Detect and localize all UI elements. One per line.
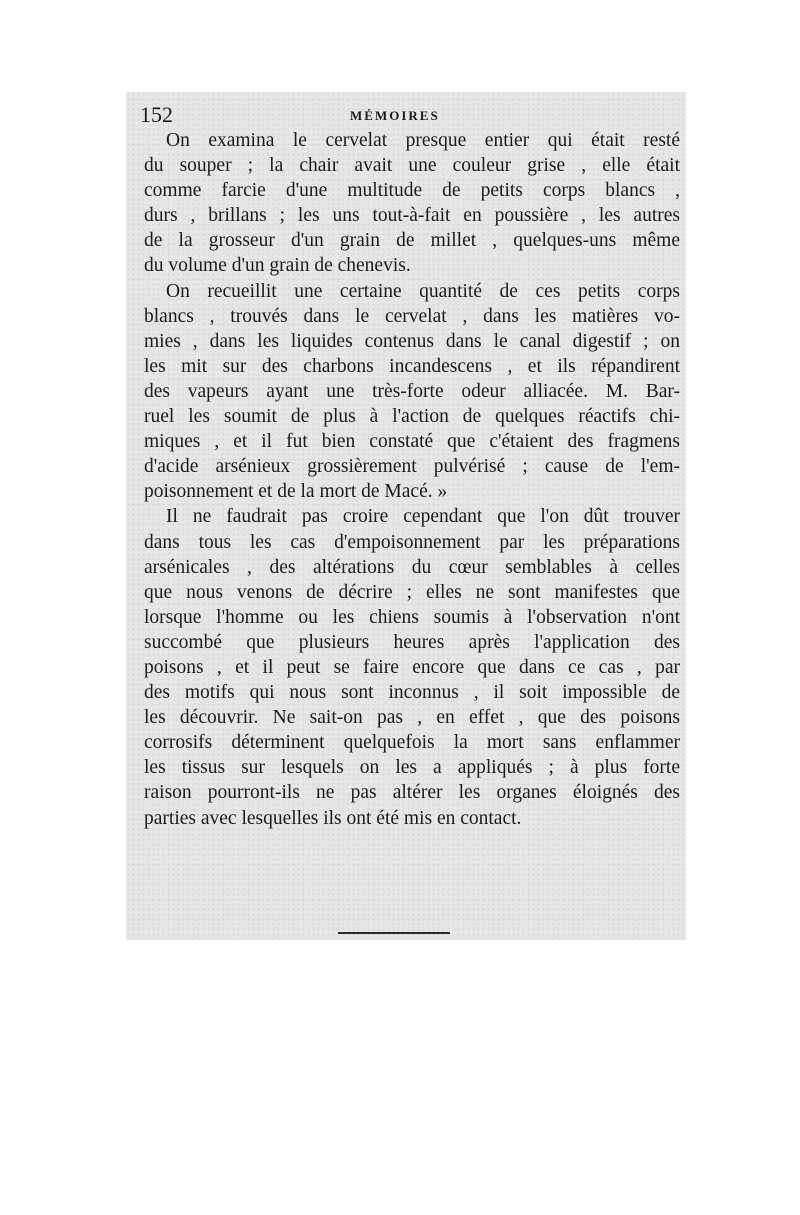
paragraph — [144, 504, 680, 830]
text-line: succombé que plusieurs heures après l'application des — [144, 631, 680, 653]
text-line: ruel les soumit de plus à l'action de quelques réactifs chi- — [144, 406, 680, 428]
text-line: parties avec lesquelles ils ont été mis en contact. — [144, 807, 522, 829]
text-line: d'acide arsénieux grossièrement pulvérisé ; cause de l'em- — [144, 456, 680, 478]
text-line: des motifs qui nous sont inconnus , il soit impossible de — [144, 682, 680, 704]
text-line: raison pourront-ils ne pas altérer les organes éloignés des — [144, 782, 680, 804]
page-header — [140, 100, 680, 130]
text-line: Il ne faudrait pas croire cependant que l'on dût trouver — [166, 506, 680, 528]
text-line: comme farcie d'une multitude de petits corps blancs , — [144, 180, 680, 202]
text-line: dans tous les cas d'empoisonnement par les préparations — [144, 531, 680, 553]
text-line: durs , brillans ; les uns tout-à-fait en poussière , les autres — [144, 205, 680, 227]
text-line: poisonnement et de la mort de Macé. » — [144, 481, 448, 503]
text-line: du volume d'un grain de chenevis. — [144, 255, 411, 277]
text-line: les tissus sur lesquels on les a appliqués ; à plus forte — [144, 757, 680, 779]
paragraph — [144, 128, 680, 279]
text-line: de la grosseur d'un grain de millet , quelques-uns même — [144, 230, 680, 252]
text-line: lorsque l'homme ou les chiens soumis à l'observation n'ont — [144, 606, 680, 628]
text-line: blancs , trouvés dans le cervelat , dans les matières vo- — [144, 305, 680, 327]
body-text — [144, 128, 680, 831]
text-line: les découvrir. Ne sait-on pas , en effet , que des poisons — [144, 707, 680, 729]
end-rule — [338, 932, 450, 934]
text-line: arsénicales , des altérations du cœur semblables à celles — [144, 556, 680, 578]
text-line: corrosifs déterminent quelquefois la mort sans enflammer — [144, 732, 680, 754]
text-line: mies , dans les liquides contenus dans le canal digestif ; on — [144, 330, 680, 352]
running-head: MÉMOIRES — [350, 108, 440, 123]
text-line: On examina le cervelat presque entier qui était resté — [166, 130, 680, 151]
page-number: 152 — [140, 102, 173, 127]
text-line: poisons , et il peut se faire encore que dans ce cas , par — [144, 656, 680, 678]
paragraph — [144, 279, 680, 505]
text-line: les mit sur des charbons incandescens , et ils répandirent — [144, 355, 680, 377]
text-line: du souper ; la chair avait une couleur grise , elle était — [144, 155, 680, 177]
text-line: que nous venons de décrire ; elles ne sont manifestes que — [144, 581, 680, 603]
text-line: des vapeurs ayant une très-forte odeur alliacée. M. Bar- — [144, 380, 680, 402]
text-line: On recueillit une certaine quantité de ces petits corps — [166, 280, 680, 302]
text-line: miques , et il fut bien constaté que c'étaient des fragmens — [144, 431, 680, 453]
